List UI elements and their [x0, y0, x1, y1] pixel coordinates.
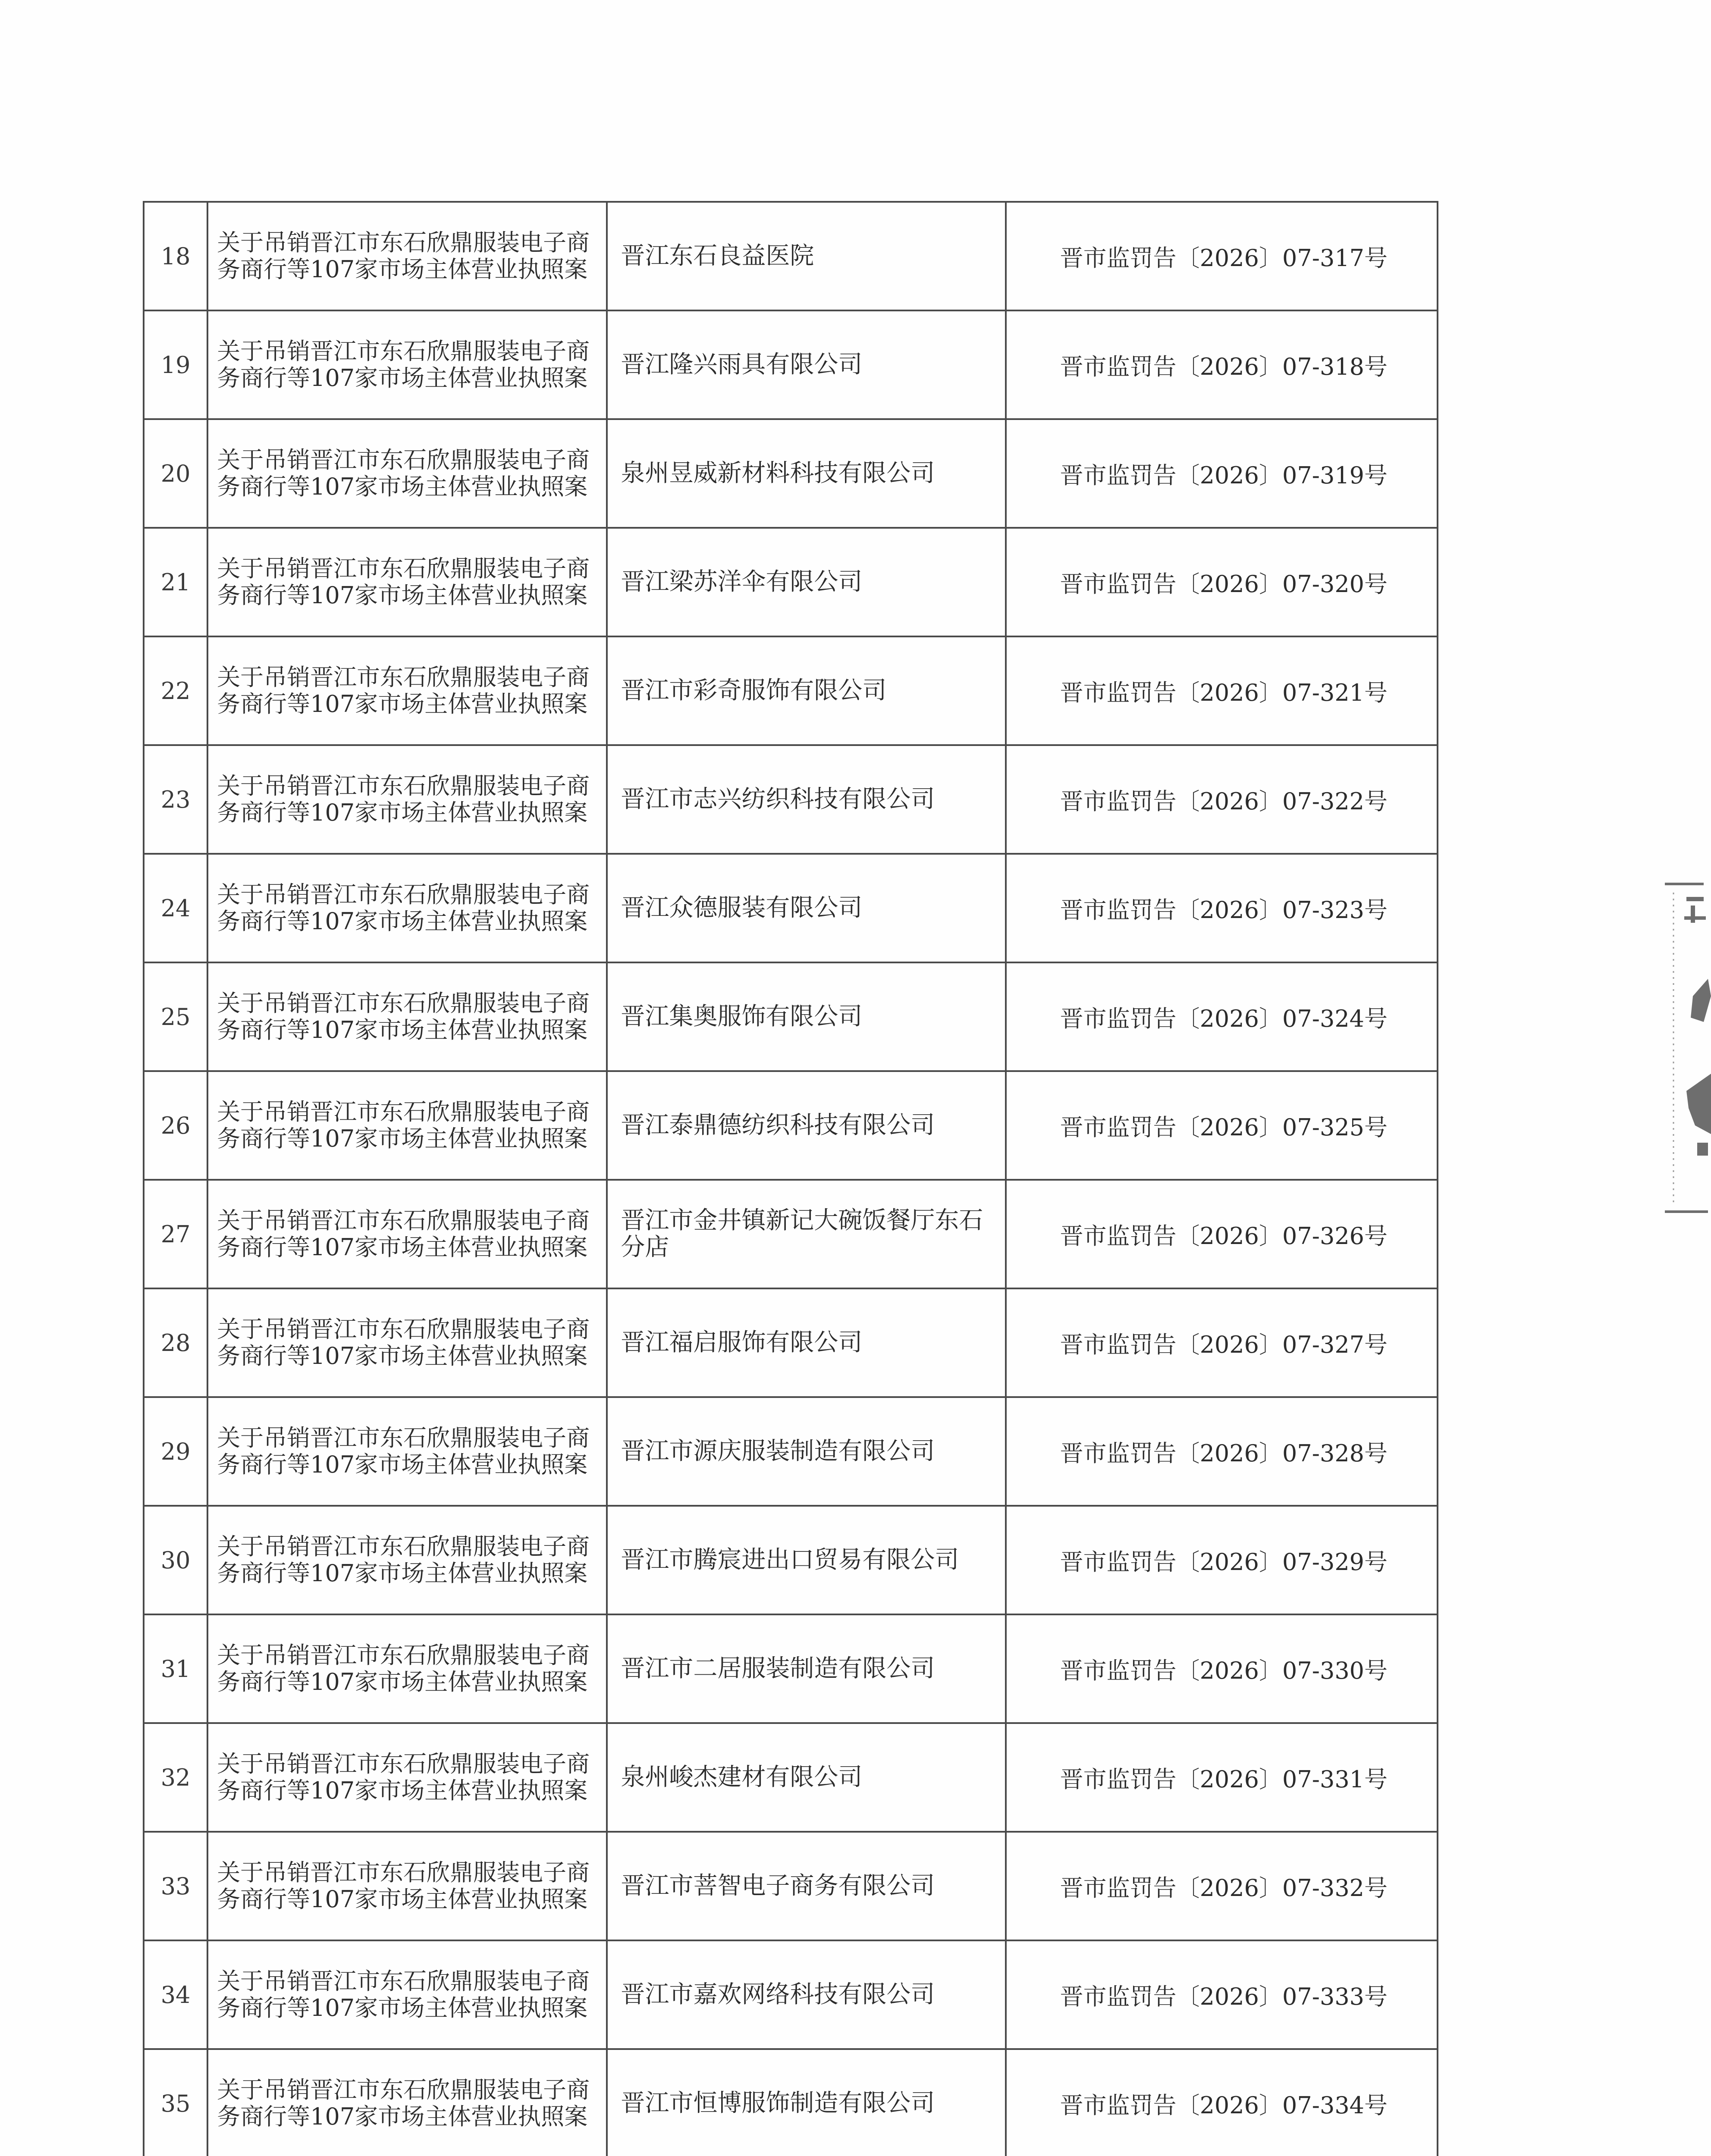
case-name: 关于吊销晋江市东石欣鼎服装电子商务商行等107家市场主体营业执照案 — [207, 202, 607, 310]
document-number: 晋市监罚告〔2026〕07-321号 — [1006, 636, 1438, 745]
row-number: 24 — [144, 854, 207, 962]
table-row — [144, 854, 1438, 962]
document-number: 晋市监罚告〔2026〕07-324号 — [1006, 962, 1438, 1071]
row-number: 33 — [144, 1832, 207, 1940]
document-number: 晋市监罚告〔2026〕07-329号 — [1006, 1506, 1438, 1614]
row-number: 28 — [144, 1288, 207, 1397]
row-number: 25 — [144, 962, 207, 1071]
entity-name: 晋江市彩奇服饰有限公司 — [607, 636, 1005, 745]
case-name: 关于吊销晋江市东石欣鼎服装电子商务商行等107家市场主体营业执照案 — [207, 1397, 607, 1506]
row-number: 20 — [144, 419, 207, 528]
case-name: 关于吊销晋江市东石欣鼎服装电子商务商行等107家市场主体营业执照案 — [207, 419, 607, 528]
document-number: 晋市监罚告〔2026〕07-328号 — [1006, 1397, 1438, 1506]
entity-name: 泉州峻杰建材有限公司 — [607, 1723, 1005, 1832]
document-number: 晋市监罚告〔2026〕07-317号 — [1006, 202, 1438, 310]
case-name: 关于吊销晋江市东石欣鼎服装电子商务商行等107家市场主体营业执照案 — [207, 2049, 607, 2156]
penalty-notice-table — [143, 201, 1438, 2156]
case-name: 关于吊销晋江市东石欣鼎服装电子商务商行等107家市场主体营业执照案 — [207, 1614, 607, 1723]
table-body — [144, 202, 1438, 2156]
case-name: 关于吊销晋江市东石欣鼎服装电子商务商行等107家市场主体营业执照案 — [207, 854, 607, 962]
row-number: 21 — [144, 528, 207, 636]
row-number: 27 — [144, 1180, 207, 1288]
row-number: 18 — [144, 202, 207, 310]
document-number: 晋市监罚告〔2026〕07-334号 — [1006, 2049, 1438, 2156]
document-number: 晋市监罚告〔2026〕07-323号 — [1006, 854, 1438, 962]
table-row — [144, 1288, 1438, 1397]
entity-name: 晋江福启服饰有限公司 — [607, 1288, 1005, 1397]
table-row — [144, 202, 1438, 310]
row-number: 19 — [144, 310, 207, 419]
row-number: 30 — [144, 1506, 207, 1614]
table-row — [144, 2049, 1438, 2156]
entity-name: 晋江集奥服饰有限公司 — [607, 962, 1005, 1071]
document-number: 晋市监罚告〔2026〕07-320号 — [1006, 528, 1438, 636]
row-number: 22 — [144, 636, 207, 745]
document-number: 晋市监罚告〔2026〕07-330号 — [1006, 1614, 1438, 1723]
table-row — [144, 419, 1438, 528]
case-name: 关于吊销晋江市东石欣鼎服装电子商务商行等107家市场主体营业执照案 — [207, 1180, 607, 1288]
entity-name: 晋江泰鼎德纺织科技有限公司 — [607, 1071, 1005, 1180]
table-row — [144, 1614, 1438, 1723]
case-name: 关于吊销晋江市东石欣鼎服装电子商务商行等107家市场主体营业执照案 — [207, 1506, 607, 1614]
case-name: 关于吊销晋江市东石欣鼎服装电子商务商行等107家市场主体营业执照案 — [207, 1288, 607, 1397]
table-row — [144, 1723, 1438, 1832]
entity-name: 晋江市二居服装制造有限公司 — [607, 1614, 1005, 1723]
table-row — [144, 1832, 1438, 1940]
document-number: 晋市监罚告〔2026〕07-322号 — [1006, 745, 1438, 854]
entity-name: 晋江梁苏洋伞有限公司 — [607, 528, 1005, 636]
case-name: 关于吊销晋江市东石欣鼎服装电子商务商行等107家市场主体营业执照案 — [207, 1723, 607, 1832]
table-row — [144, 528, 1438, 636]
document-number: 晋市监罚告〔2026〕07-318号 — [1006, 310, 1438, 419]
table-row — [144, 1180, 1438, 1288]
case-name: 关于吊销晋江市东石欣鼎服装电子商务商行等107家市场主体营业执照案 — [207, 1071, 607, 1180]
entity-name: 晋江市嘉欢网络科技有限公司 — [607, 1940, 1005, 2049]
table-row — [144, 745, 1438, 854]
table-row — [144, 636, 1438, 745]
document-number: 晋市监罚告〔2026〕07-326号 — [1006, 1180, 1438, 1288]
entity-name: 晋江市恒博服饰制造有限公司 — [607, 2049, 1005, 2156]
case-name: 关于吊销晋江市东石欣鼎服装电子商务商行等107家市场主体营业执照案 — [207, 745, 607, 854]
row-number: 31 — [144, 1614, 207, 1723]
table-row — [144, 1397, 1438, 1506]
table-row — [144, 310, 1438, 419]
official-seal-fragment — [1656, 867, 1711, 1229]
document-number: 晋市监罚告〔2026〕07-325号 — [1006, 1071, 1438, 1180]
case-name: 关于吊销晋江市东石欣鼎服装电子商务商行等107家市场主体营业执照案 — [207, 636, 607, 745]
document-number: 晋市监罚告〔2026〕07-333号 — [1006, 1940, 1438, 2049]
entity-name: 晋江市菩智电子商务有限公司 — [607, 1832, 1005, 1940]
case-name: 关于吊销晋江市东石欣鼎服装电子商务商行等107家市场主体营业执照案 — [207, 528, 607, 636]
table-row — [144, 962, 1438, 1071]
document-number: 晋市监罚告〔2026〕07-319号 — [1006, 419, 1438, 528]
document-number: 晋市监罚告〔2026〕07-332号 — [1006, 1832, 1438, 1940]
entity-name: 晋江众德服装有限公司 — [607, 854, 1005, 962]
table-row — [144, 1071, 1438, 1180]
row-number: 35 — [144, 2049, 207, 2156]
document-number: 晋市监罚告〔2026〕07-327号 — [1006, 1288, 1438, 1397]
row-number: 23 — [144, 745, 207, 854]
entity-name: 晋江市金井镇新记大碗饭餐厅东石分店 — [607, 1180, 1005, 1288]
row-number: 34 — [144, 1940, 207, 2049]
entity-name: 泉州昱威新材料科技有限公司 — [607, 419, 1005, 528]
entity-name: 晋江市源庆服装制造有限公司 — [607, 1397, 1005, 1506]
row-number: 29 — [144, 1397, 207, 1506]
case-name: 关于吊销晋江市东石欣鼎服装电子商务商行等107家市场主体营业执照案 — [207, 310, 607, 419]
entity-name: 晋江隆兴雨具有限公司 — [607, 310, 1005, 419]
entity-name: 晋江市腾宸进出口贸易有限公司 — [607, 1506, 1005, 1614]
row-number: 32 — [144, 1723, 207, 1832]
table-row — [144, 1506, 1438, 1614]
entity-name: 晋江市志兴纺织科技有限公司 — [607, 745, 1005, 854]
case-name: 关于吊销晋江市东石欣鼎服装电子商务商行等107家市场主体营业执照案 — [207, 962, 607, 1071]
table-row — [144, 1940, 1438, 2049]
case-name: 关于吊销晋江市东石欣鼎服装电子商务商行等107家市场主体营业执照案 — [207, 1832, 607, 1940]
case-name: 关于吊销晋江市东石欣鼎服装电子商务商行等107家市场主体营业执照案 — [207, 1940, 607, 2049]
entity-name: 晋江东石良益医院 — [607, 202, 1005, 310]
row-number: 26 — [144, 1071, 207, 1180]
document-number: 晋市监罚告〔2026〕07-331号 — [1006, 1723, 1438, 1832]
